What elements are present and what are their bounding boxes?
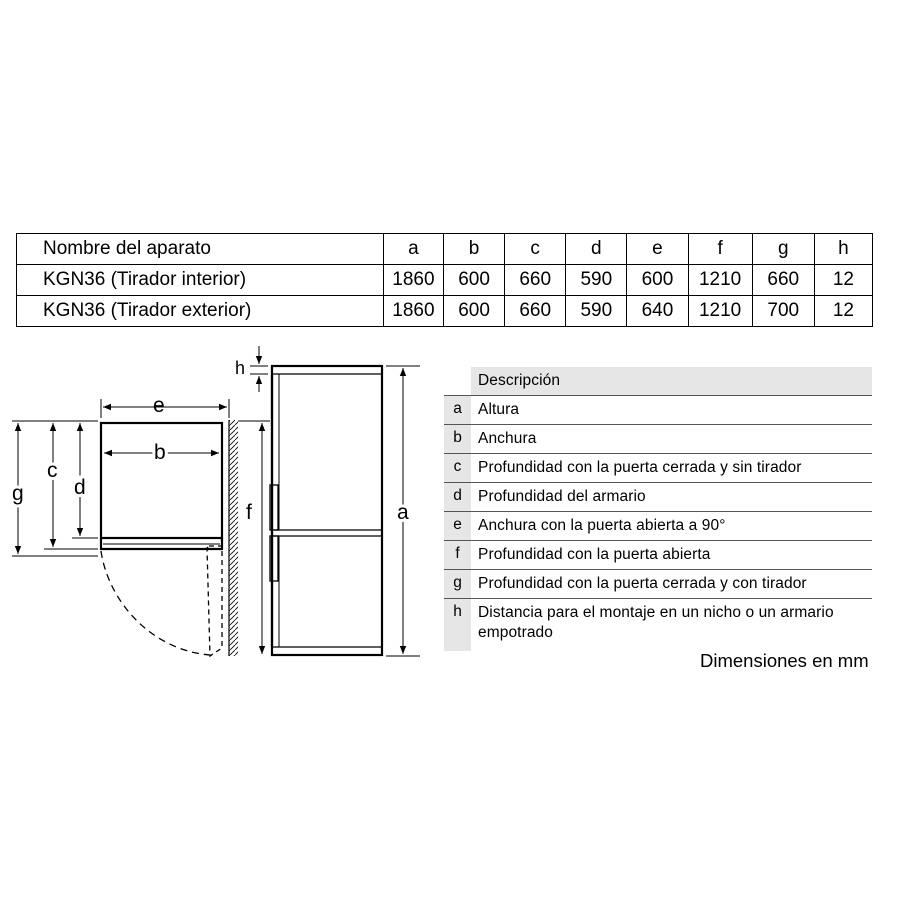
table-cell-b: 600: [443, 296, 504, 327]
table-cell-a: 1860: [383, 296, 443, 327]
table-cell-e: 600: [627, 265, 688, 296]
wall-top-view: [229, 420, 238, 656]
legend-title: Descripción: [471, 367, 872, 395]
header-cell-f: f: [688, 234, 752, 265]
legend-item: [444, 454, 872, 483]
units-note: Dimensiones en mm: [700, 650, 869, 671]
legend-text: Profundidad con la puerta cerrada y sin tirador: [478, 459, 802, 476]
header-cell-a: a: [383, 234, 443, 265]
table-cell-f: 1210: [688, 265, 752, 296]
label-a: a: [397, 501, 409, 524]
legend-text: Altura: [478, 401, 520, 418]
table-cell-h: 12: [814, 265, 872, 296]
legend-text: Anchura con la puerta abierta a 90°: [478, 517, 726, 534]
header-cell-d: d: [566, 234, 627, 265]
legend-text: Anchura: [478, 430, 537, 447]
table-cell-g: 700: [752, 296, 814, 327]
table-cell-c: 660: [505, 265, 566, 296]
label-g: g: [12, 482, 24, 505]
legend-text: Profundidad del armario: [478, 488, 646, 505]
side-view: [238, 346, 420, 656]
label-h: h: [235, 358, 246, 378]
legend-item: [444, 512, 872, 541]
table-cell-name: KGN36 (Tirador exterior): [17, 296, 384, 327]
table-cell-b: 600: [443, 265, 504, 296]
legend-text: Profundidad con la puerta cerrada y con tirador: [478, 575, 807, 592]
legend-header: [444, 367, 872, 396]
header-cell-name: Nombre del aparato: [17, 234, 384, 265]
label-e: e: [153, 394, 165, 417]
legend-item: [444, 425, 872, 454]
legend-key: h: [444, 599, 471, 651]
header-cell-c: c: [505, 234, 566, 265]
fridge-body-side: [272, 366, 382, 655]
legend-item: [444, 396, 872, 425]
table-cell-c: 660: [505, 296, 566, 327]
table-cell-h: 12: [814, 296, 872, 327]
legend-text: Profundidad con la puerta abierta: [478, 546, 711, 563]
legend-key: c: [444, 454, 471, 482]
table-cell-d: 590: [566, 265, 627, 296]
legend-table: [444, 367, 872, 651]
header-cell-h: h: [814, 234, 872, 265]
header-cell-g: g: [752, 234, 814, 265]
legend-text: Distancia para el montaje en un nicho o un armario empotrado: [478, 604, 834, 641]
header-cell-e: e: [627, 234, 688, 265]
legend-item: [444, 541, 872, 570]
table-cell-a: 1860: [383, 265, 443, 296]
label-c: c: [47, 459, 58, 482]
top-view: [12, 399, 238, 656]
table-cell-e: 640: [627, 296, 688, 327]
legend-key: f: [444, 541, 471, 569]
table-cell-f: 1210: [688, 296, 752, 327]
table-cell-d: 590: [566, 296, 627, 327]
legend-key: e: [444, 512, 471, 540]
legend-item: [444, 599, 872, 651]
door-swing-arc: [101, 551, 210, 655]
door-open-dashed: [207, 546, 222, 656]
legend-key: a: [444, 396, 471, 424]
header-cell-b: b: [443, 234, 504, 265]
legend-key: b: [444, 425, 471, 453]
table-cell-g: 660: [752, 265, 814, 296]
label-f: f: [246, 501, 252, 524]
legend-key: g: [444, 570, 471, 598]
label-b: b: [154, 441, 166, 464]
legend-key: d: [444, 483, 471, 511]
label-d: d: [74, 476, 86, 499]
legend-item: [444, 483, 872, 512]
legend-item: [444, 570, 872, 599]
table-cell-name: KGN36 (Tirador interior): [17, 265, 384, 296]
